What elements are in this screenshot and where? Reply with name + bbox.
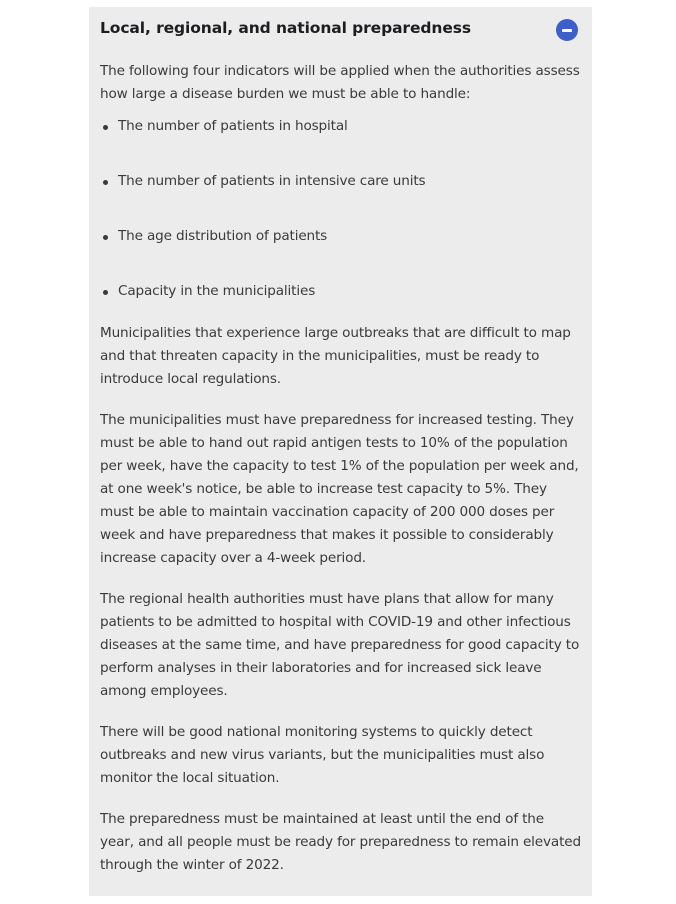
bullet-icon (103, 235, 108, 240)
list-item-text: The number of patients in hospital (118, 118, 348, 134)
section-title: Local, regional, and national preparedness (100, 19, 471, 37)
minus-circle-icon[interactable] (556, 19, 578, 41)
list-item-text: Capacity in the municipalities (118, 283, 316, 299)
accordion-header[interactable] (100, 7, 581, 52)
indicator-list (100, 115, 581, 335)
paragraph-duration: The preparedness must be maintained at least until the end of the year, and all people must be ready for preparedness to remain elevated through the winter of 2022. (100, 811, 581, 873)
paragraph-local-regulations: Municipalities that experience large outbreaks that are difficult to map and that threaten capacity in the municipalities, must be ready to introduce local regulations. (100, 325, 571, 387)
list-item-text: The age distribution of patients (118, 228, 328, 244)
list-item (100, 225, 581, 280)
bullet-icon (103, 125, 108, 130)
intro-paragraph: The following four indicators will be applied when the authorities assess how large a disease burden we must be able to handle: (100, 63, 580, 102)
paragraph-regional-health: The regional health authorities must have plans that allow for many patients to be admitted to hospital with COVID-19 and other infectious diseases at the same time, and have preparedness for good capacity to perform analyses in their laboratories and for increased sick leave among employees. (100, 591, 580, 699)
accordion-panel (89, 7, 592, 896)
bullet-icon (103, 290, 108, 295)
bullet-icon (103, 180, 108, 185)
paragraph-national-monitoring: There will be good national monitoring systems to quickly detect outbreaks and new virus variants, but the municipalities must also monitor the local situation. (100, 724, 545, 786)
list-item (100, 280, 581, 335)
list-item (100, 170, 581, 225)
paragraph-testing: The municipalities must have preparedness for increased testing. They must be able to hand out rapid antigen tests to 10% of the population per week, have the capacity to test 1% of the population per week and, at one week's notice, be able to increase test capacity to 5%. They must be able to maintain vaccination capacity of 200 000 doses per week and have preparedness that makes it possible to considerably increase capacity over a 4-week period. (100, 412, 579, 566)
list-item (100, 115, 581, 170)
list-item-text: The number of patients in intensive care units (118, 173, 426, 189)
